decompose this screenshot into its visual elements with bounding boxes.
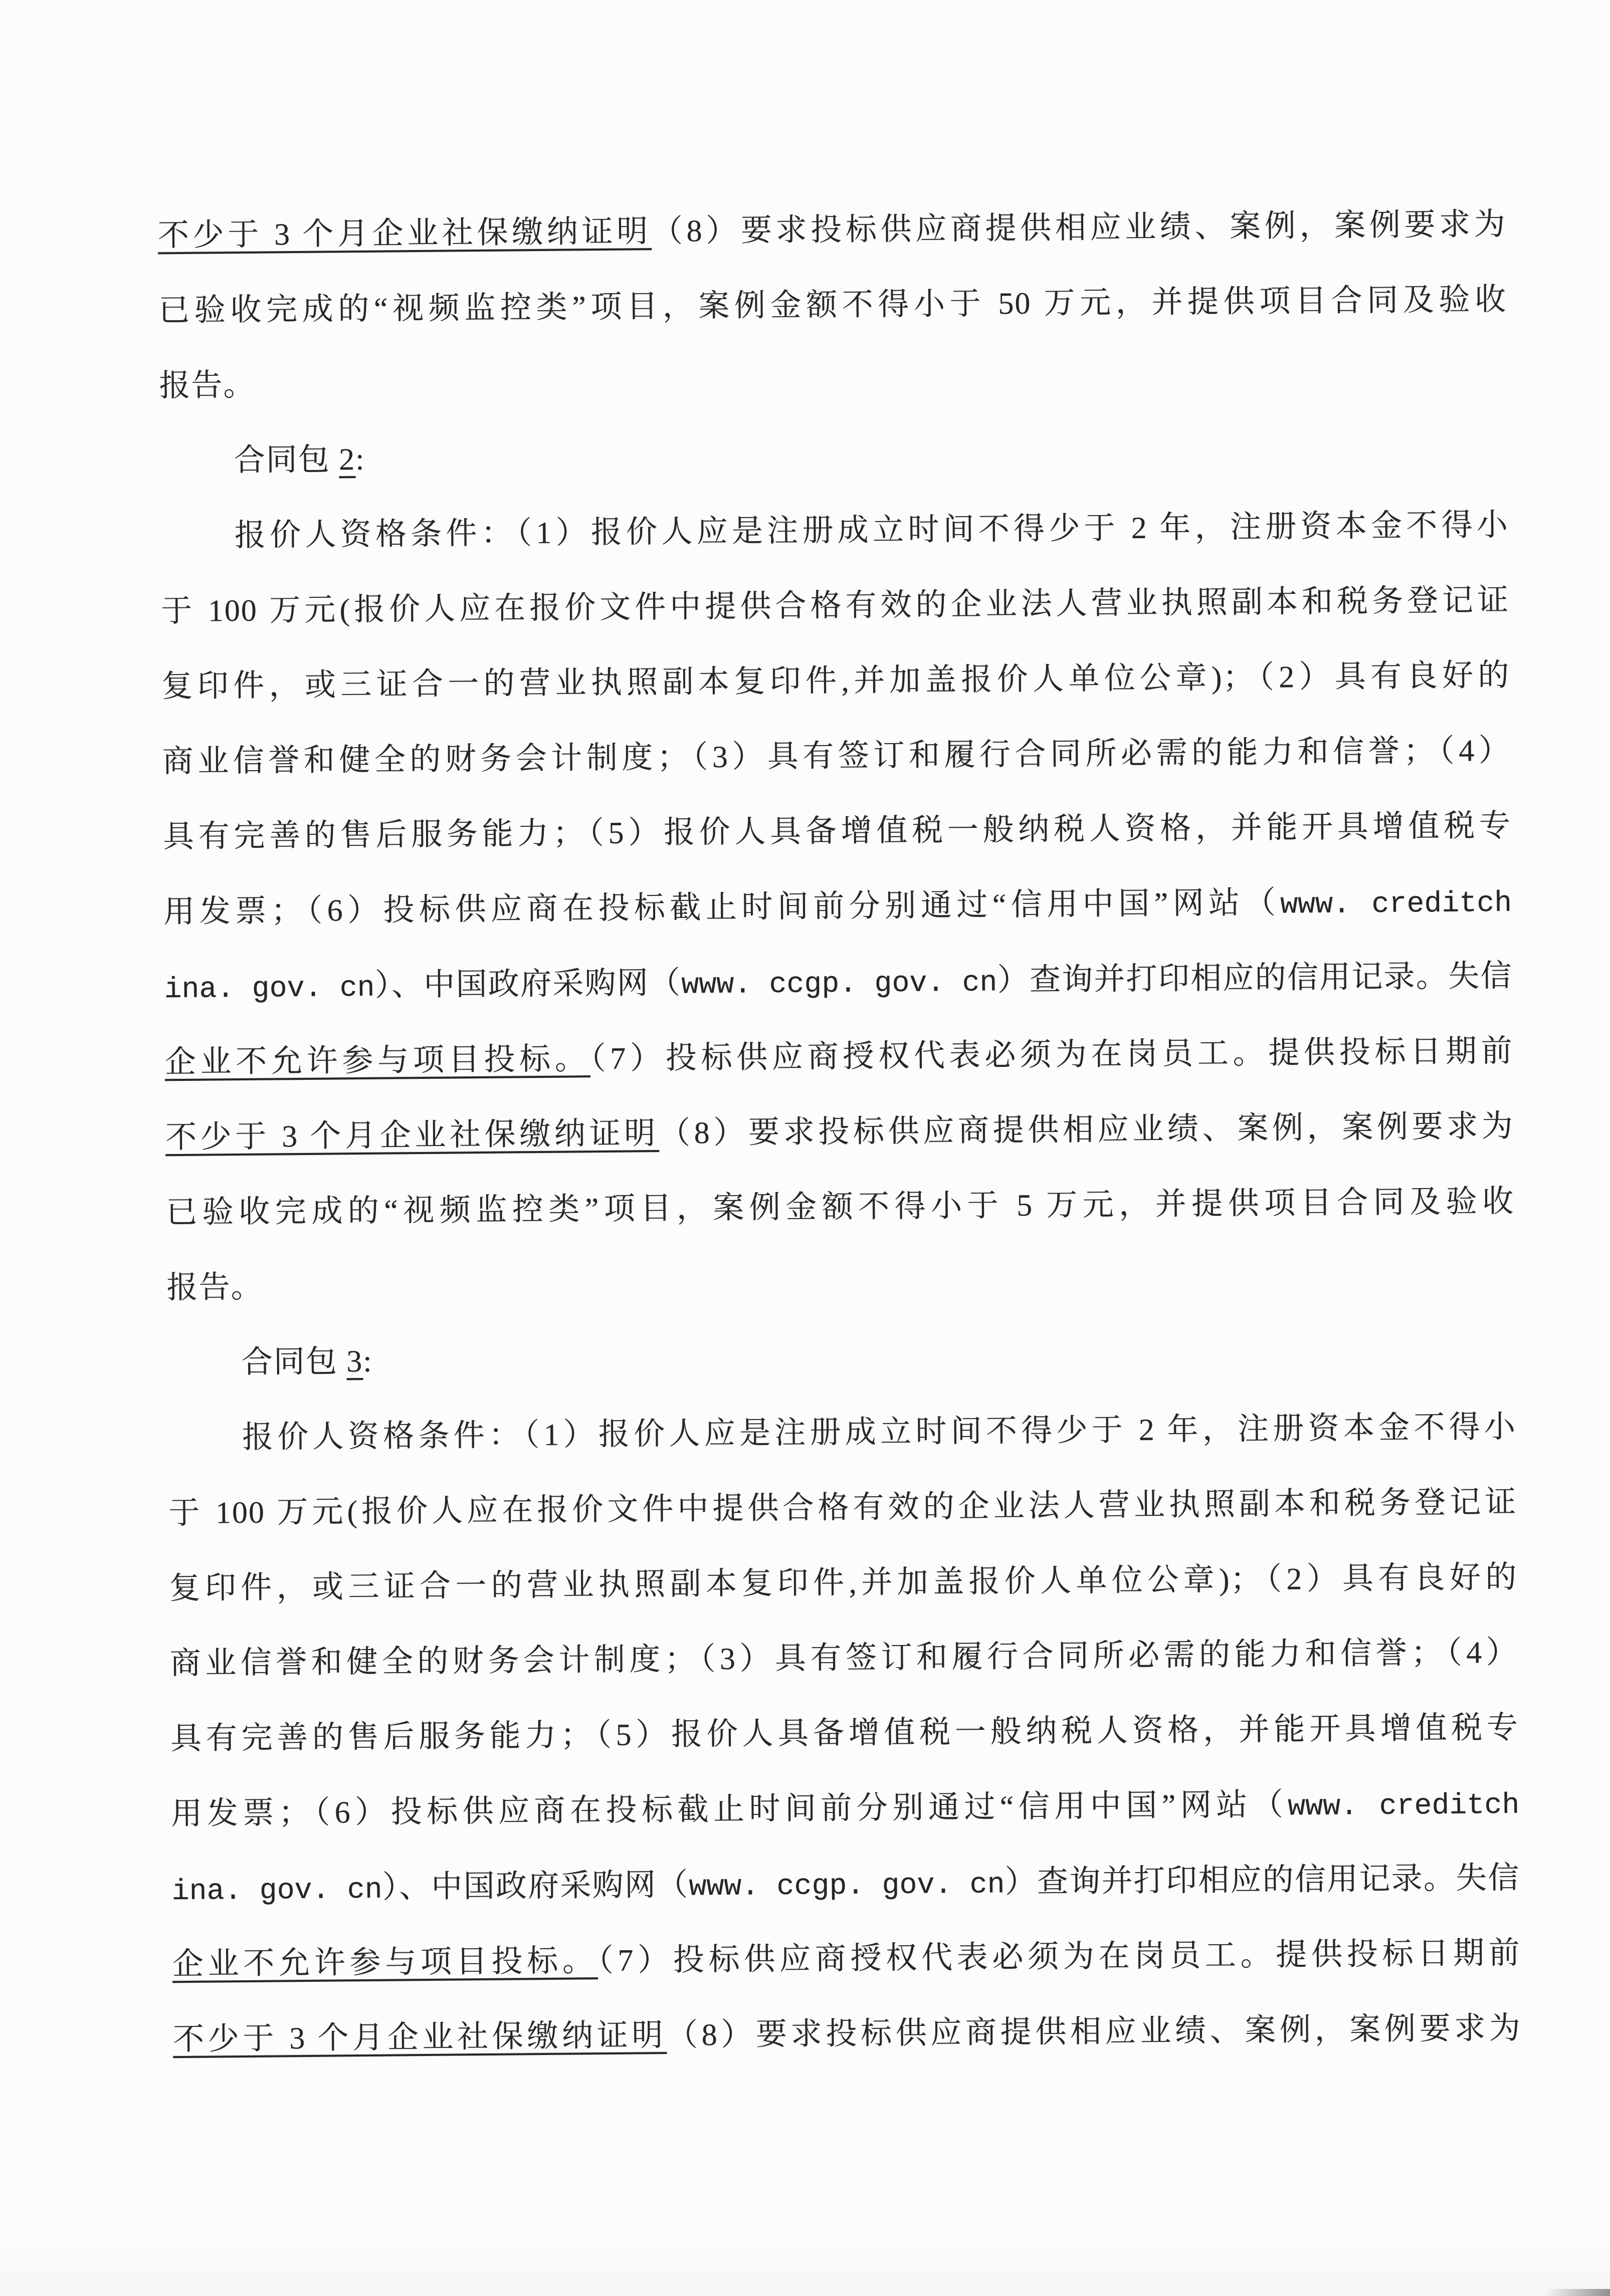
text-line-6 <box>161 563 1510 649</box>
text-line-21 <box>170 1690 1519 1777</box>
text-segment: 复印件，或三证合一的营业执照副本复印件,并加盖报价人单位公章)；（2）具有良好的 <box>161 658 1510 704</box>
document-text-block <box>157 187 1521 2077</box>
text-segment: ）查询并打印相应的信用记录。失信 <box>1004 1861 1520 1900</box>
text-segment: 已验收完成的“视频监控类”项目，案例金额不得小于 5 万元，并提供项目合同及验收 <box>166 1184 1515 1230</box>
text-segment: 报价人资格条件：（1）报价人应是注册成立时间不得少于 2 年，注册资本金不得小 <box>234 508 1509 553</box>
text-line-7 <box>161 638 1510 725</box>
text-segment: 报告。 <box>166 1270 263 1305</box>
text-line-23 <box>171 1841 1520 1927</box>
underlined-text: 不少于 3 个月企业社保缴纳证明 <box>172 2018 667 2057</box>
underlined-text: 企业不允许参与项目投标。 <box>164 1042 590 1080</box>
text-segment: : <box>363 1344 373 1379</box>
text-line-9 <box>162 788 1511 875</box>
text-segment: 商业信誉和健全的财务会计制度；（3）具有签订和履行合同所必需的能力和信誉；（4） <box>162 733 1511 779</box>
text-segment: 报告。 <box>159 368 256 403</box>
text-line-24 <box>172 1916 1521 2002</box>
url-text: www. ccgp. gov. cn <box>689 1868 1005 1904</box>
scan-corner-smudge <box>1545 2289 1610 2296</box>
text-segment: 具有完善的售后服务能力；（5）报价人具备增值税一般纳税人资格，并能开具增值税专 <box>170 1710 1519 1756</box>
text-line-2 <box>158 262 1507 349</box>
text-segment: ）、中国政府采购网（ <box>382 1868 689 1905</box>
text-line-14 <box>166 1164 1515 1251</box>
text-line-10 <box>163 863 1512 950</box>
text-line-16 <box>167 1314 1516 1401</box>
text-segment: 具有完善的售后服务能力；（5）报价人具备增值税一般纳税人资格，并能开具增值税专 <box>162 808 1512 854</box>
url-text: ina. gov. cn <box>171 1873 383 1909</box>
underlined-text: 2 <box>338 442 356 477</box>
text-segment: 已验收完成的“视频监控类”项目，案例金额不得小于 50 万元，并提供项目合同及验收 <box>158 282 1507 328</box>
text-line-19 <box>169 1540 1518 1627</box>
url-text: www. ccgp. gov. cn <box>681 966 997 1002</box>
text-segment: 复印件，或三证合一的营业执照副本复印件,并加盖报价人单位公章)；（2）具有良好的 <box>169 1560 1518 1606</box>
text-line-5 <box>160 488 1509 574</box>
text-segment: 于 100 万元(报价人应在报价文件中提供合格有效的企业法人营业执照副本和税务登记证 <box>168 1485 1517 1531</box>
text-segment: ）查询并打印相应的信用记录。失信 <box>997 959 1513 998</box>
text-segment: （8）要求投标供应商提供相应业绩、案例，案例要求为 <box>659 1109 1514 1151</box>
text-line-11 <box>164 939 1513 1025</box>
text-line-22 <box>171 1765 1520 1852</box>
text-segment: （7）投标供应商授权代表必须为在岗员工。提供投标日期前 <box>590 1034 1513 1076</box>
url-text: www. creditch <box>1280 886 1512 922</box>
text-line-15 <box>166 1239 1515 1326</box>
text-line-20 <box>169 1615 1518 1702</box>
text-line-17 <box>167 1390 1516 1476</box>
url-text: ina. gov. cn <box>164 971 375 1007</box>
underlined-text: 3 <box>346 1344 363 1379</box>
text-line-3 <box>159 337 1508 424</box>
text-segment: 用发票；（6）投标供应商在投标截止时间前分别通过“信用中国”网站（ <box>163 885 1281 930</box>
text-segment: 用发票；（6）投标供应商在投标截止时间前分别通过“信用中国”网站（ <box>171 1787 1288 1831</box>
text-line-18 <box>168 1465 1517 1551</box>
text-line-25 <box>172 1991 1521 2078</box>
text-segment: 报价人资格条件：（1）报价人应是注册成立时间不得少于 2 年，注册资本金不得小 <box>242 1410 1517 1455</box>
text-segment: 商业信誉和健全的财务会计制度；（3）具有签订和履行合同所必需的能力和信誉；（4） <box>169 1635 1519 1681</box>
underlined-text: 不少于 3 个月企业社保缴纳证明 <box>165 1116 660 1155</box>
text-segment: （8）要求投标供应商提供相应业绩、案例，案例要求为 <box>666 2011 1522 2052</box>
url-text: www. creditch <box>1288 1788 1520 1824</box>
underlined-text: 企业不允许参与项目投标。 <box>172 1944 598 1982</box>
text-segment: : <box>355 442 365 477</box>
scan-shadow <box>0 2236 1610 2296</box>
text-line-13 <box>165 1089 1514 1176</box>
text-segment: （8）要求投标供应商提供相应业绩、案例，案例要求为 <box>651 207 1507 249</box>
text-segment: 合同包 <box>241 1344 347 1380</box>
underlined-text: 不少于 3 个月企业社保缴纳证明 <box>157 214 652 253</box>
text-line-12 <box>164 1014 1513 1100</box>
text-line-4 <box>159 412 1508 499</box>
text-line-1 <box>157 187 1506 274</box>
text-segment: （7）投标供应商授权代表必须为在岗员工。提供投标日期前 <box>597 1936 1521 1978</box>
text-line-8 <box>162 713 1511 800</box>
text-segment: 合同包 <box>234 442 339 478</box>
text-segment: ）、中国政府采购网（ <box>374 966 682 1003</box>
text-segment: 于 100 万元(报价人应在报价文件中提供合格有效的企业法人营业执照副本和税务登记证 <box>160 583 1510 629</box>
